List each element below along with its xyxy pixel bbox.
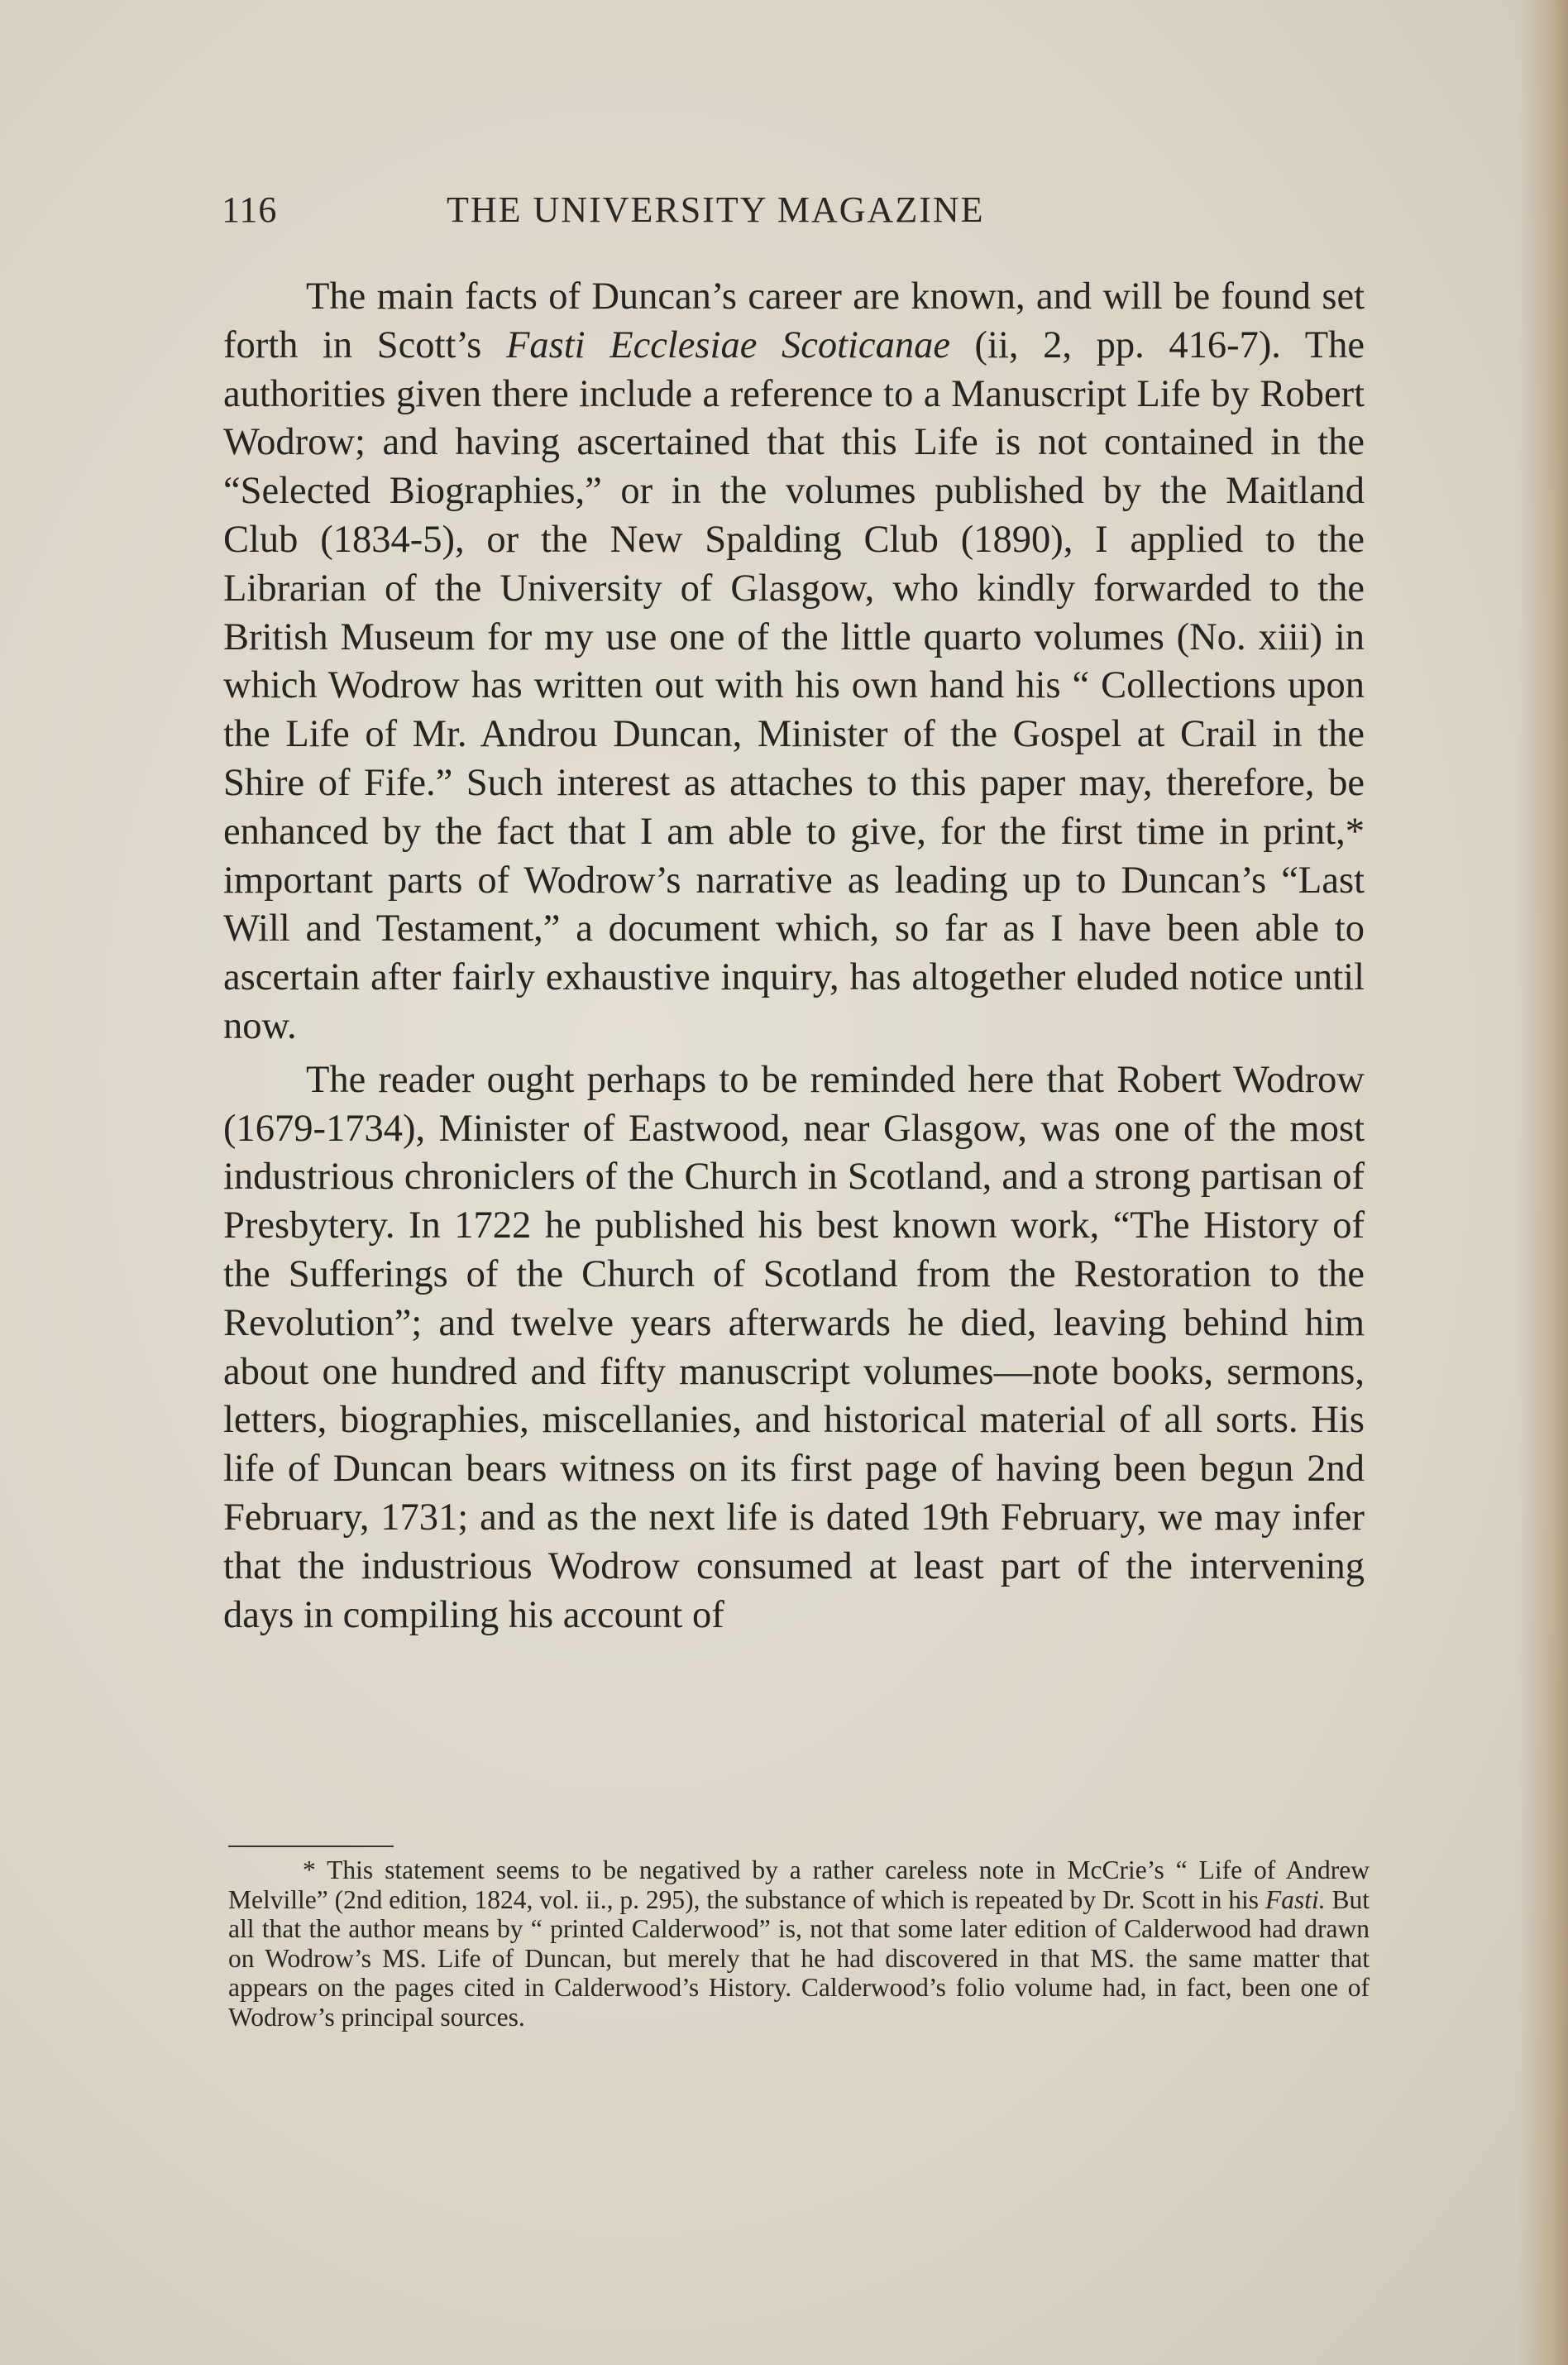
paragraph-2: The reader ought perhaps to be reminded here that Robert Wodrow (1679-1734), Minister of Eastwood, near Glasgow, was one of the most industrious chroniclers of the Church in Scotland, and a strong partisan of Presbytery. In 1722 he published his best known work, “The History of the Sufferings of the Church of Scotland from the Restoration to the Revolution”; and twelve years afterwards he died, leaving behind him about one hundred and fifty manuscript volumes—note books, sermons, letters, biographies, miscellanies, and historical material of all sorts. His life of Duncan bears witness on its first page of having been begun 2nd February, 1731; and as the next life is dated 19th February, we may infer that the industrious Wodrow consumed at least part of the intervening days in compiling his account of	[223, 1058, 1365, 1636]
page-header	[222, 189, 1371, 247]
running-title: THE UNIVERSITY MAGAZINE	[447, 189, 985, 230]
footnote-end: But all that the author means by “ printed Calderwood” is, not that some later edition of Calderwood had drawn on Wodrow’s MS. Life of Duncan, but merely that he had discovered in that MS. the same matter that appears on the pages cited in Calderwood’s History. Calderwood’s folio volume had, in fact, been one of Wodrow’s principal sources.	[228, 1884, 1370, 2032]
footnote-start: * This statement seems to be negatived by a rather careless note in McCrie’s “ Life of Andrew Melville” (2nd edition, 1824, vol. ii., p. 295), the substance of which is repeated by Dr. Scott in his	[228, 1855, 1370, 1914]
footnote-italic: Fasti.	[1264, 1884, 1326, 1914]
paragraph-1-italic-title: Fasti Ecclesiae Scoticanae	[506, 323, 950, 366]
footnote-divider	[228, 1846, 394, 1847]
page-edge-shadow	[1518, 0, 1568, 2365]
body-text	[223, 273, 1365, 1640]
paragraph-1	[223, 273, 1365, 1051]
footnote	[228, 1855, 1370, 2032]
paragraph-1-start: The main facts of Duncan’s career are known, and will be found set forth in Scott’s	[223, 275, 1365, 366]
paragraph-1-end: (ii, 2, pp. 416-7). The authorities given there include a reference to a Manuscript Life by Robert Wodrow; and having ascertained that this Life is not contained in the “Selected Biographies,” or in the volumes published by the Maitland Club (1834-5), or the New Spalding Club (1890), I applied to the Librarian of the University of Glasgow, who kindly forwarded to the British Museum for my use one of the little quarto volumes (No. xiii) in which Wodrow has written out with his own hand his “ Collections upon the Life of Mr. Androu Duncan, Minister of the Gospel at Crail in the Shire of Fife.” Such interest as attaches to this paper may, therefore, be enhanced by the fact that I am able to give, for the first time in print,* important parts of Wodrow’s narrative as leading up to Duncan’s “Last Will and Testament,” a document which, so far as I have been able to ascertain after fairly exhaustive inquiry, has altogether eluded notice until now.	[223, 323, 1365, 1047]
page-number: 116	[222, 189, 278, 230]
